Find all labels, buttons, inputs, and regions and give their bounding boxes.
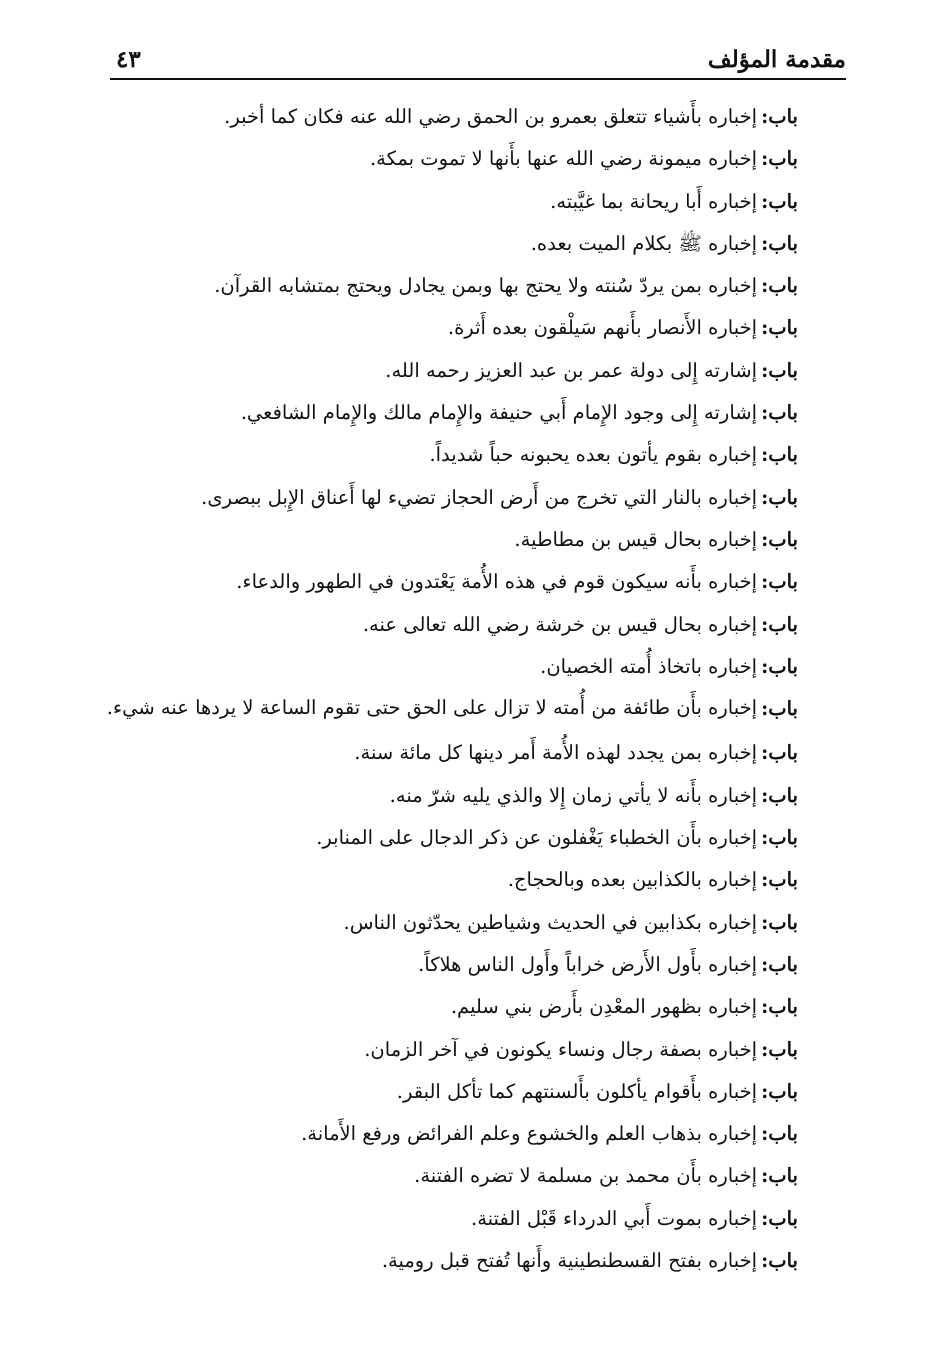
entry-label: باب: [761,358,798,382]
entry-label: باب: [761,527,798,551]
chapter-entry [106,392,798,434]
entry-label: باب: [761,826,798,850]
entry-label: باب: [761,654,798,678]
entry-text: إخباره بأَنه سيكون قوم في هذه الأُمة يَعْتدون في الطهور والدعاء. [236,570,758,594]
chapter-entry [106,1113,798,1155]
chapter-entry [106,265,798,307]
entry-text: إخباره بأَشياء تتعلق بعمرو بن الحمق رضي الله عنه فكان كما أخبر. [224,105,758,128]
entry-text: إخباره بموت أَبي الدرداء قَبْل الفتنة. [471,1206,758,1230]
entry-label: باب: [761,443,798,467]
entry-label: باب: [761,147,798,171]
entry-label: باب: [761,1164,798,1188]
chapter-entry [106,604,798,646]
entry-label: باب: [761,1122,798,1146]
chapter-entry [106,477,798,519]
entry-label: باب: [761,316,798,340]
chapter-entry [106,181,798,223]
chapter-entry [106,434,798,476]
entry-label: باب: [761,1206,798,1230]
entry-label: باب: [761,401,798,425]
entry-text: إخباره بذهاب العلم والخشوع وعلم الفرائض ورفع الأَمانة. [301,1122,758,1146]
entry-label: باب: [761,485,798,509]
entry-label: باب: [761,189,798,213]
entry-label: باب: [761,868,798,892]
entry-text: إخباره ميمونة رضي الله عنها بأَنها لا تموت بمكة. [369,147,758,171]
chapter-entry [106,561,798,603]
entry-label: باب: [761,274,798,298]
chapter-entry [106,817,798,859]
entry-text: إشارته إِلى وجود الإِمام أَبي حنيفة والإِمام مالك والإِمام الشافعي. [240,401,758,425]
page-number: ٤٣ [116,46,141,73]
chapter-title: مقدمة المؤلف [707,46,846,73]
page-header [110,44,846,80]
entry-text: إخباره بأَن الخطباء يَغْفلون عن ذكر الدجال على المنابر. [316,826,758,850]
chapter-entry [106,688,798,730]
chapter-entry [106,775,798,817]
entry-text: إخباره الأَنصار بأَنهم سَيلْقون بعده أَثرة. [447,316,758,340]
entry-text: إخباره بأَقوام يأكلون بأَلسنتهم كما تأكل البقر. [396,1079,758,1103]
chapter-list [106,96,798,1282]
entry-label: باب: [761,1037,798,1061]
chapter-entry [106,1071,798,1113]
entry-text: إخباره ﷺ بكلام الميت بعده. [530,231,758,255]
entry-label: باب: [761,1079,798,1103]
entry-text: إخباره بالكذابين بعده وبالحجاج. [507,868,758,892]
chapter-entry [106,138,798,180]
entry-label: باب: [761,995,798,1019]
entry-label: باب: [761,697,798,721]
chapter-entry [106,732,798,774]
chapter-entry [106,519,798,561]
entry-text: إشارته إِلى دولة عمر بن عبد العزيز رحمه الله. [385,358,758,382]
entry-label: باب: [761,783,798,807]
entry-text: إخباره بكذابين في الحديث وشياطين يحدّثون الناس. [343,910,758,934]
chapter-entry [106,646,798,688]
chapter-entry [106,859,798,901]
entry-text: إخباره باتخاذ أُمته الخصيان. [540,654,758,678]
entry-text: إخباره بظهور المعْدِن بأَرض بني سليم. [450,995,758,1019]
entry-label: باب: [761,910,798,934]
entry-text: إخباره بالنار التي تخرج من أَرض الحجاز تضيء لها أَعناق الإِبل ببصرى. [201,485,758,509]
entry-text: إخباره بأَنه لا يأتي زمان إِلا والذي يليه شرّ منه. [389,783,758,807]
entry-text: إخباره بأَن محمد بن مسلمة لا تضره الفتنة. [414,1164,758,1188]
chapter-entry [106,1198,798,1240]
entry-label: باب: [761,231,798,255]
chapter-entry [106,902,798,944]
chapter-entry [106,96,798,138]
chapter-entry [106,350,798,392]
entry-text: إخباره بأَول الأَرض خراباً وأَول الناس هلاكاً. [418,952,758,976]
entry-text: إخباره بمن يردّ سُنته ولا يحتج بها وبمن يجادل ويحتج بمتشابه القرآن. [214,274,758,298]
entry-label: باب: [761,741,798,765]
entry-label: باب: [761,1249,798,1273]
entry-text: إخباره بقوم يأتون بعده يحبونه حباً شديداً. [429,443,758,467]
entry-label: باب: [761,612,798,636]
entry-text: إخباره بفتح القسطنطينية وأَنها تُفتح قبل رومية. [381,1249,758,1273]
chapter-entry [106,223,798,265]
entry-text: إخباره بحال قيس بن مطاطية. [514,527,758,551]
entry-text: إخباره أَبا ريحانة بما غيَّبته. [550,189,758,213]
entry-label: باب: [761,570,798,594]
chapter-entry [106,1240,798,1282]
entry-text: إخباره بصفة رجال ونساء يكونون في آخر الزمان. [364,1037,758,1061]
chapter-entry [106,1155,798,1197]
chapter-entry [106,986,798,1028]
chapter-entry [106,1029,798,1071]
entry-label: باب: [761,105,798,128]
entry-text: إخباره بمن يجدد لهذه الأُمة أَمر دينها كل مائة سنة. [354,741,758,765]
entry-text: إخباره بأَن طائفة من أُمته لا تزال على الحق حتى تقوم الساعة لا يردها عنه شيء. [106,696,758,720]
chapter-entry [106,307,798,349]
entry-text: إخباره بحال قيس بن خرشة رضي الله تعالى عنه. [362,612,758,636]
entry-label: باب: [761,952,798,976]
chapter-entry [106,944,798,986]
